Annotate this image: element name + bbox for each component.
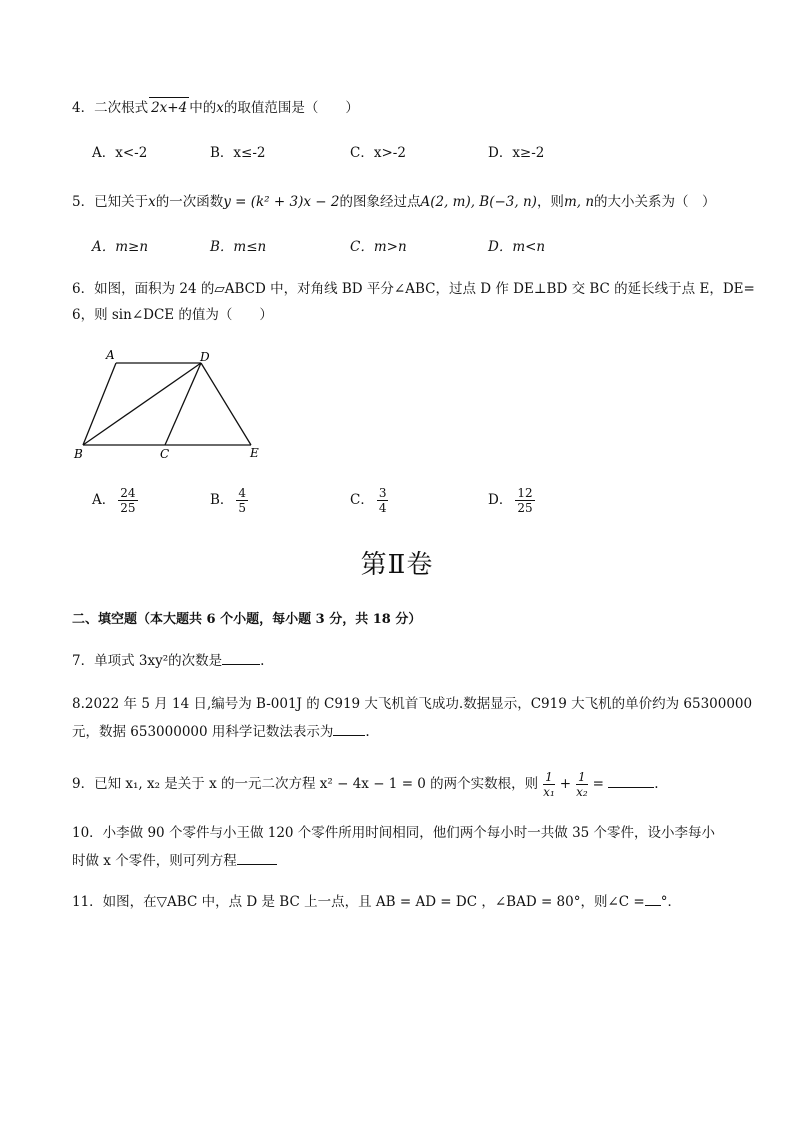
q5-option-a: A．m≥n <box>92 239 149 255</box>
q8-stem-line1: 8.2022 年 5 月 14 日,编号为 B-001J 的 C919 大飞机首飞成功.数据显示，C919 大飞机的单价约为 65300000 <box>72 696 753 712</box>
q4-var: x <box>216 100 224 116</box>
q5-p5: 的大小关系为（ ） <box>594 194 716 210</box>
label-c: C <box>160 447 170 461</box>
q5-option-c: C．m>n <box>350 239 407 255</box>
q6-stem-line2: 6，则 sin∠DCE 的值为（ ） <box>72 307 273 323</box>
q9-stem: 9．已知 x₁, x₂ 是关于 x 的一元二次方程 x² − 4x − 1 = 0 的两个实数根，则 $\frac{1}{\text{x₁}}$ + $\frac{1}{\text{x₂}}$ = . <box>72 770 659 799</box>
q10-answer-blank[interactable] <box>237 850 277 865</box>
q6-stem-line1: 6．如图，面积为 24 的▱ABCD 中，对角线 BD 平分∠ABC，过点 D 作 DE⊥BD 交 BC 的延长线于点 E，DE= <box>72 281 755 297</box>
section-heading: 二、填空题（本大题共 6 个小题，每小题 3 分，共 18 分） <box>72 612 422 627</box>
q11-answer-blank[interactable] <box>645 891 661 906</box>
q5-option-d: D．m<n <box>488 239 546 255</box>
q10-stem-line1: 10．小李做 90 个零件与小王做 120 个零件所用时间相同，他们两个每小时一共做 35 个零件，设小李每小 <box>72 825 716 841</box>
segment-ab <box>83 363 116 445</box>
label-a: A <box>106 348 115 362</box>
q6-option-d: D． $\frac{12}{25}$ <box>488 486 533 515</box>
q6-option-b: B． $\frac{4}{5}$ <box>210 486 247 515</box>
label-d: D <box>200 350 210 364</box>
q4-middle: 中的 <box>189 100 217 116</box>
q4-option-c: C．x>-2 <box>350 145 406 161</box>
q7-stem: 7．单项式 3xy²的次数是 . <box>72 650 264 671</box>
q6-option-c: C． $\frac{3}{4}$ <box>350 486 387 515</box>
q5-mn: m, n <box>563 194 595 210</box>
q4-suffix: 的取值范围是（ ） <box>223 100 359 116</box>
q5-p4: ，则 <box>536 194 564 210</box>
label-b: B <box>74 447 83 461</box>
label-e: E <box>250 446 259 460</box>
q4-option-b: B．x≤-2 <box>210 145 266 161</box>
q4-stem <box>72 97 359 118</box>
q4-radicand: 2x+4 <box>149 97 189 118</box>
q5-p2: 的一次函数 <box>155 194 224 210</box>
q10-stem-line2: 时做 x 个零件，则可列方程 <box>72 850 277 871</box>
q5-p3: 的图象经过点 <box>339 194 421 210</box>
q5-stem <box>72 192 716 212</box>
q5-v1: x <box>148 194 156 210</box>
q5-option-b: B．m≤n <box>210 239 267 255</box>
q4-option-d: D．x≥-2 <box>488 145 545 161</box>
q11-stem: 11．如图，在▽ABC 中，点 D 是 BC 上一点，且 AB = AD = DC ，∠BAD = 80°，则∠C = °． <box>72 891 681 912</box>
section-title: 第Ⅱ卷 <box>360 550 434 580</box>
q5-p1: 5．已知关于 <box>72 194 149 210</box>
q8-stem-line2: 元，数据 653000000 用科学记数法表示为 . <box>72 721 370 742</box>
q8-answer-blank[interactable] <box>333 721 365 736</box>
q4-option-a: A．x<-2 <box>92 145 148 161</box>
q6-parallelogram-figure <box>70 345 270 465</box>
q4-prefix: 4．二次根式 <box>72 100 149 116</box>
q6-option-a: A． $\frac{24}{25}$ <box>92 486 136 515</box>
q5-func: y = (k² + 3)x − 2 <box>223 194 340 210</box>
segment-de <box>201 363 251 445</box>
q5-points: A(2, m), B(−3, n) <box>420 194 537 210</box>
q9-answer-blank[interactable] <box>608 773 654 788</box>
q7-answer-blank[interactable] <box>222 650 260 665</box>
